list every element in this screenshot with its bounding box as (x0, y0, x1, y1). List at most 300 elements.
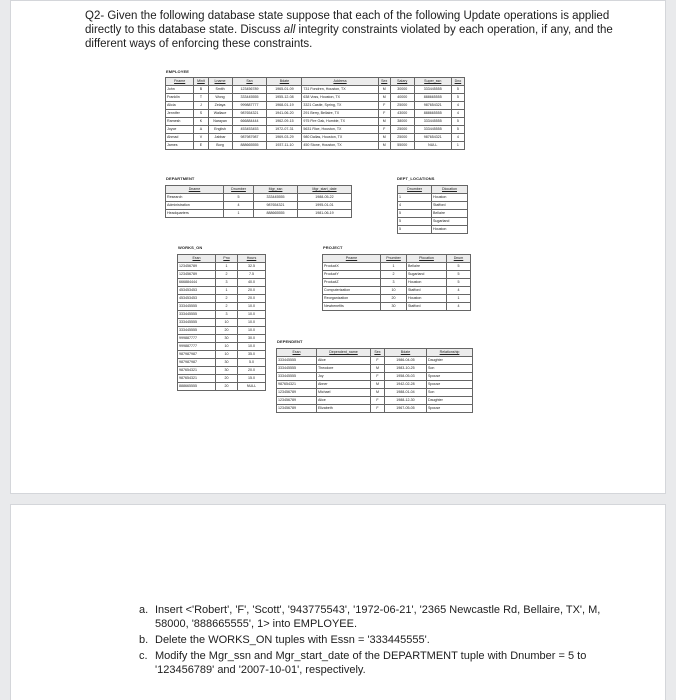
works-on-title: WORKS_ON (178, 245, 203, 250)
employee-cell: 1937-11-10 (267, 142, 302, 150)
table-row (166, 134, 465, 142)
employee-cell: E (194, 142, 208, 150)
dependent-cell: 987654321 (277, 381, 317, 389)
works-on-cell: 333445555 (178, 327, 216, 335)
employee-cell: 453453453 (232, 126, 267, 134)
employee-cell: 5631 Rice, Houston, TX (302, 126, 378, 134)
dependent-cell: Joy (317, 373, 371, 381)
table-row (178, 383, 266, 391)
table-row (277, 381, 473, 389)
table-row (178, 303, 266, 311)
department-header-cell: Dnumber (224, 186, 254, 194)
question-text (85, 9, 625, 51)
employee-cell: 1941-06-20 (267, 110, 302, 118)
works-on-cell: 10 (216, 319, 238, 327)
dependent-cell: 1988-12-30 (385, 397, 427, 405)
question-page (10, 0, 666, 494)
employee-cell: 731 Fondren, Houston, TX (302, 86, 378, 94)
employee-table (165, 77, 465, 150)
dept-locations-cell: Sugarland (432, 218, 468, 226)
table-row (178, 335, 266, 343)
project-header-cell: Dnum (447, 255, 471, 263)
works-on-cell: 32.5 (238, 263, 266, 271)
dept-locations-cell: 4 (398, 202, 432, 210)
table-row (166, 94, 465, 102)
dependent-cell: 123456789 (277, 405, 317, 413)
employee-cell: Wallace (208, 110, 232, 118)
dependent-cell: 123456789 (277, 397, 317, 405)
dependent-cell: Daughter (427, 397, 473, 405)
table-row (277, 373, 473, 381)
table-row (166, 194, 352, 202)
employee-cell: 987654321 (232, 110, 267, 118)
works-on-cell: 30 (216, 367, 238, 375)
employee-cell: V (194, 134, 208, 142)
project-cell: ProductZ (323, 279, 381, 287)
employee-cell: 333445555 (414, 126, 451, 134)
works-on-cell: 987654321 (178, 375, 216, 383)
task-text: Modify the Mgr_ssn and Mgr_start_date of the DEPARTMENT tuple with Dnumber = 5 to '123456789' and '2007-10-01', respectively. (155, 650, 587, 676)
table-row (398, 194, 468, 202)
employee-cell: 666884444 (232, 118, 267, 126)
dependent-header-cell: Relationship (427, 349, 473, 357)
employee-cell: John (166, 86, 194, 94)
dependent-cell: F (371, 405, 385, 413)
project-cell: 5 (447, 263, 471, 271)
works-on-cell: 987987987 (178, 351, 216, 359)
department-header-cell: Dname (166, 186, 224, 194)
table-row (178, 279, 266, 287)
project-cell: Computerization (323, 287, 381, 295)
table-row (398, 218, 468, 226)
works-on-cell: 999887777 (178, 335, 216, 343)
dependent-cell: F (371, 357, 385, 365)
project-cell: Houston (407, 295, 447, 303)
table-row (178, 343, 266, 351)
tasks-page (10, 504, 666, 700)
employee-header-cell: Salary (390, 78, 414, 86)
employee-cell: M (378, 94, 390, 102)
dept-locations-header-cell: Dnumber (398, 186, 432, 194)
works-on-cell: NULL (238, 383, 266, 391)
works-on-cell: 35.0 (238, 351, 266, 359)
table-row (178, 375, 266, 383)
works-on-cell: 1 (216, 263, 238, 271)
employee-cell: 25000 (390, 102, 414, 110)
employee-cell: J (194, 102, 208, 110)
employee-cell: Narayan (208, 118, 232, 126)
employee-header-row (166, 78, 465, 86)
dept-locations-cell: Houston (432, 194, 468, 202)
department-cell: 888665555 (254, 210, 298, 218)
employee-cell: M (378, 118, 390, 126)
employee-cell: James (166, 142, 194, 150)
employee-cell: K (194, 118, 208, 126)
works-on-cell: 30 (216, 359, 238, 367)
project-cell: 30 (381, 303, 407, 311)
table-row (166, 202, 352, 210)
question-prefix: Q2- Given the following database state suppose that each of the following Update operations is applied directly to this database state. Discuss (85, 10, 610, 36)
employee-header-cell: Lname (208, 78, 232, 86)
dependent-cell: 1958-05-03 (385, 373, 427, 381)
table-row (323, 295, 471, 303)
table-row (166, 210, 352, 218)
employee-cell: S (194, 110, 208, 118)
works-on-cell: 3 (216, 311, 238, 319)
employee-cell: 4 (451, 110, 464, 118)
project-header-cell: Pnumber (381, 255, 407, 263)
project-cell: Stafford (407, 287, 447, 295)
employee-cell: Smith (208, 86, 232, 94)
employee-cell: 43000 (390, 110, 414, 118)
table-row (178, 367, 266, 375)
works-on-cell: 20 (216, 327, 238, 335)
department-cell: 1981-06-19 (298, 210, 352, 218)
dependent-header-cell: Essn (277, 349, 317, 357)
dependent-cell: Daughter (427, 357, 473, 365)
works-on-table (177, 254, 266, 391)
works-on-cell: 333445555 (178, 311, 216, 319)
dependent-cell: F (371, 397, 385, 405)
works-on-cell: 2 (216, 303, 238, 311)
dept-locations-cell: 5 (398, 226, 432, 234)
task-list (139, 603, 619, 679)
employee-cell: Franklin (166, 94, 194, 102)
employee-cell: 1969-03-29 (267, 134, 302, 142)
works-on-cell: 333445555 (178, 303, 216, 311)
dependent-cell: 123456789 (277, 389, 317, 397)
dependent-cell: 333445555 (277, 373, 317, 381)
works-on-cell: 453453453 (178, 295, 216, 303)
works-on-cell: 10.0 (238, 327, 266, 335)
dept-locations-cell: Bellaire (432, 210, 468, 218)
employee-cell: Jennifer (166, 110, 194, 118)
dependent-cell: 1988-01-04 (385, 389, 427, 397)
dependent-table (276, 348, 473, 413)
employee-cell: 123456789 (232, 86, 267, 94)
dependent-cell: 333445555 (277, 365, 317, 373)
works-on-cell: 10 (216, 343, 238, 351)
employee-cell: 25000 (390, 134, 414, 142)
dependent-cell: Michael (317, 389, 371, 397)
works-on-cell: 2 (216, 295, 238, 303)
employee-header-cell: Sex (378, 78, 390, 86)
employee-cell: 987654321 (414, 134, 451, 142)
works-on-cell: 20.0 (238, 295, 266, 303)
employee-cell: 333445555 (414, 118, 451, 126)
project-cell: 1 (447, 295, 471, 303)
dept-locations-cell: 1 (398, 194, 432, 202)
works-on-cell: 123456789 (178, 263, 216, 271)
employee-cell: 980 Dallas, Houston, TX (302, 134, 378, 142)
dept-locations-cell: 5 (398, 210, 432, 218)
project-cell: 20 (381, 295, 407, 303)
dependent-cell: 1967-05-05 (385, 405, 427, 413)
employee-cell: A (194, 126, 208, 134)
employee-header-cell: Minit (194, 78, 208, 86)
project-cell: 10 (381, 287, 407, 295)
table-row (398, 202, 468, 210)
list-item (139, 649, 619, 677)
works-on-header-row (178, 255, 266, 263)
dependent-header-row (277, 349, 473, 357)
employee-cell: F (378, 102, 390, 110)
project-title: PROJECT (323, 245, 343, 250)
project-cell: Houston (407, 279, 447, 287)
employee-cell: Zelaya (208, 102, 232, 110)
employee-cell: 5 (451, 94, 464, 102)
employee-cell: M (378, 134, 390, 142)
department-cell: Headquarters (166, 210, 224, 218)
department-title: DEPARTMENT (166, 176, 195, 181)
table-row (323, 279, 471, 287)
table-row (277, 389, 473, 397)
project-cell: 4 (447, 287, 471, 295)
employee-cell: Ramesh (166, 118, 194, 126)
table-row (398, 210, 468, 218)
employee-cell: 40000 (390, 94, 414, 102)
employee-cell: F (378, 110, 390, 118)
employee-cell: NULL (414, 142, 451, 150)
table-row (277, 365, 473, 373)
table-row (178, 351, 266, 359)
table-row (277, 397, 473, 405)
project-cell: 3 (381, 279, 407, 287)
department-header-cell: Mgr_ssn (254, 186, 298, 194)
project-cell: Stafford (407, 303, 447, 311)
employee-cell: Joyce (166, 126, 194, 134)
dependent-cell: Alice (317, 357, 371, 365)
works-on-header-cell: Pno (216, 255, 238, 263)
employee-cell: 333445555 (232, 94, 267, 102)
works-on-cell: 20.0 (238, 287, 266, 295)
employee-cell: 975 Fire Oak, Humble, TX (302, 118, 378, 126)
project-cell: Newbenefits (323, 303, 381, 311)
employee-cell: 25000 (390, 126, 414, 134)
table-row (277, 405, 473, 413)
employee-header-cell: Address (302, 78, 378, 86)
table-row (323, 263, 471, 271)
dept-locations-header-cell: Dlocation (432, 186, 468, 194)
works-on-cell: 987654321 (178, 367, 216, 375)
employee-cell: 55000 (390, 142, 414, 150)
works-on-cell: 987987987 (178, 359, 216, 367)
department-table (165, 185, 352, 218)
department-cell: 1988-05-22 (298, 194, 352, 202)
table-row (166, 102, 465, 110)
works-on-cell: 15.0 (238, 375, 266, 383)
dept-locations-cell: Houston (432, 226, 468, 234)
project-cell: 5 (447, 279, 471, 287)
project-cell: Bellaire (407, 263, 447, 271)
dependent-title: DEPENDENT (277, 339, 303, 344)
department-header-row (166, 186, 352, 194)
works-on-cell: 1 (216, 287, 238, 295)
table-row (277, 357, 473, 365)
table-row (178, 359, 266, 367)
employee-cell: 1 (451, 142, 464, 150)
employee-cell: 4 (451, 102, 464, 110)
project-cell: 1 (381, 263, 407, 271)
employee-cell: 5 (451, 86, 464, 94)
employee-cell: 38000 (390, 118, 414, 126)
employee-title: EMPLOYEE (166, 69, 190, 74)
employee-cell: English (208, 126, 232, 134)
works-on-cell: 7.5 (238, 271, 266, 279)
employee-cell: 987654321 (414, 102, 451, 110)
dependent-cell: M (371, 365, 385, 373)
question-suffix: integrity constraints violated by each operation, if any, and the different ways of enforcing these constraints. (85, 24, 613, 50)
project-cell: ProductX (323, 263, 381, 271)
dependent-header-cell: Sex (371, 349, 385, 357)
department-cell: 5 (224, 194, 254, 202)
employee-header-cell: Ssn (232, 78, 267, 86)
works-on-cell: 999887777 (178, 343, 216, 351)
dependent-header-cell: Bdate (385, 349, 427, 357)
task-marker: b. (139, 634, 149, 646)
list-item (139, 603, 619, 631)
dependent-cell: Son (427, 389, 473, 397)
employee-header-cell: Dno (451, 78, 464, 86)
project-header-cell: Plocation (407, 255, 447, 263)
table-row (398, 226, 468, 234)
dependent-cell: 333445555 (277, 357, 317, 365)
dependent-cell: 1986-04-05 (385, 357, 427, 365)
table-row (178, 271, 266, 279)
dependent-cell: Spouse (427, 405, 473, 413)
employee-cell: M (378, 142, 390, 150)
table-row (323, 303, 471, 311)
employee-header-cell: Bdate (267, 78, 302, 86)
works-on-cell: 666884444 (178, 279, 216, 287)
works-on-cell: 30.0 (238, 335, 266, 343)
dependent-cell: 1983-10-25 (385, 365, 427, 373)
project-cell: 2 (381, 271, 407, 279)
works-on-header-cell: Essn (178, 255, 216, 263)
project-header-cell: Pname (323, 255, 381, 263)
table-row (178, 287, 266, 295)
project-cell: 4 (447, 303, 471, 311)
department-cell: 1 (224, 210, 254, 218)
employee-cell: M (378, 86, 390, 94)
works-on-cell: 3 (216, 279, 238, 287)
dept-locations-table (397, 185, 468, 234)
employee-cell: Jabbar (208, 134, 232, 142)
question-emphasis: all (283, 24, 296, 36)
works-on-cell: 10.0 (238, 343, 266, 351)
works-on-cell: 10.0 (238, 311, 266, 319)
list-item (139, 633, 619, 647)
dependent-cell: Spouse (427, 381, 473, 389)
employee-cell: 888665555 (414, 94, 451, 102)
dependent-cell: Theodore (317, 365, 371, 373)
task-marker: c. (139, 650, 148, 662)
employee-cell: 1968-01-19 (267, 102, 302, 110)
table-row (323, 287, 471, 295)
department-cell: 4 (224, 202, 254, 210)
works-on-cell: 5.0 (238, 359, 266, 367)
works-on-cell: 10.0 (238, 319, 266, 327)
employee-cell: 450 Stone, Houston, TX (302, 142, 378, 150)
department-header-cell: Mgr_start_date (298, 186, 352, 194)
department-cell: 1995-01-01 (298, 202, 352, 210)
department-cell: Research (166, 194, 224, 202)
department-cell: 333445555 (254, 194, 298, 202)
employee-cell: 3321 Castle, Spring, TX (302, 102, 378, 110)
dependent-cell: Abner (317, 381, 371, 389)
employee-cell: 1972-07-31 (267, 126, 302, 134)
table-row (166, 86, 465, 94)
dependent-cell: Spouse (427, 373, 473, 381)
dependent-cell: F (371, 373, 385, 381)
table-row (178, 311, 266, 319)
department-cell: Administration (166, 202, 224, 210)
works-on-header-cell: Hours (238, 255, 266, 263)
employee-cell: 1962-09-15 (267, 118, 302, 126)
department-cell: 987654321 (254, 202, 298, 210)
employee-cell: Wong (208, 94, 232, 102)
employee-header-cell: Super_ssn (414, 78, 451, 86)
employee-cell: F (378, 126, 390, 134)
project-table (322, 254, 471, 311)
dependent-cell: 1942-02-28 (385, 381, 427, 389)
table-row (178, 263, 266, 271)
works-on-cell: 20 (216, 383, 238, 391)
table-row (166, 142, 465, 150)
table-row (178, 295, 266, 303)
project-cell: ProductY (323, 271, 381, 279)
project-header-row (323, 255, 471, 263)
employee-cell: 1965-01-09 (267, 86, 302, 94)
employee-cell: 987987987 (232, 134, 267, 142)
dependent-cell: M (371, 381, 385, 389)
dept-locations-cell: Stafford (432, 202, 468, 210)
employee-cell: 5 (451, 118, 464, 126)
works-on-cell: 30 (216, 335, 238, 343)
employee-cell: B (194, 86, 208, 94)
employee-cell: 5 (451, 126, 464, 134)
project-cell: 5 (447, 271, 471, 279)
employee-cell: 1955-12-08 (267, 94, 302, 102)
table-row (178, 327, 266, 335)
dependent-cell: Elizabeth (317, 405, 371, 413)
dependent-header-cell: Dependent_name (317, 349, 371, 357)
project-cell: Sugarland (407, 271, 447, 279)
table-row (166, 118, 465, 126)
employee-cell: 4 (451, 134, 464, 142)
table-row (178, 319, 266, 327)
project-cell: Reorganization (323, 295, 381, 303)
employee-cell: 999887777 (232, 102, 267, 110)
works-on-cell: 888665555 (178, 383, 216, 391)
dept-locations-cell: 5 (398, 218, 432, 226)
employee-cell: Borg (208, 142, 232, 150)
table-row (323, 271, 471, 279)
employee-cell: 638 Voss, Houston, TX (302, 94, 378, 102)
works-on-cell: 10.0 (238, 303, 266, 311)
task-text: Delete the WORKS_ON tuples with Essn = '333445555'. (155, 634, 430, 646)
works-on-cell: 123456789 (178, 271, 216, 279)
task-text: Insert <'Robert', 'F', 'Scott', '943775543', '1972-06-21', '2365 Newcastle Rd, Bellaire, TX', M, 58000, '888665555', 1> into EMPLOYEE. (155, 604, 601, 630)
works-on-cell: 333445555 (178, 319, 216, 327)
table-row (166, 110, 465, 118)
dept-locations-title: DEPT_LOCATIONS (397, 176, 435, 181)
employee-cell: 291 Berry, Bellaire, TX (302, 110, 378, 118)
works-on-cell: 10 (216, 351, 238, 359)
dept-locations-header-row (398, 186, 468, 194)
employee-cell: 888665555 (414, 110, 451, 118)
dependent-cell: M (371, 389, 385, 397)
